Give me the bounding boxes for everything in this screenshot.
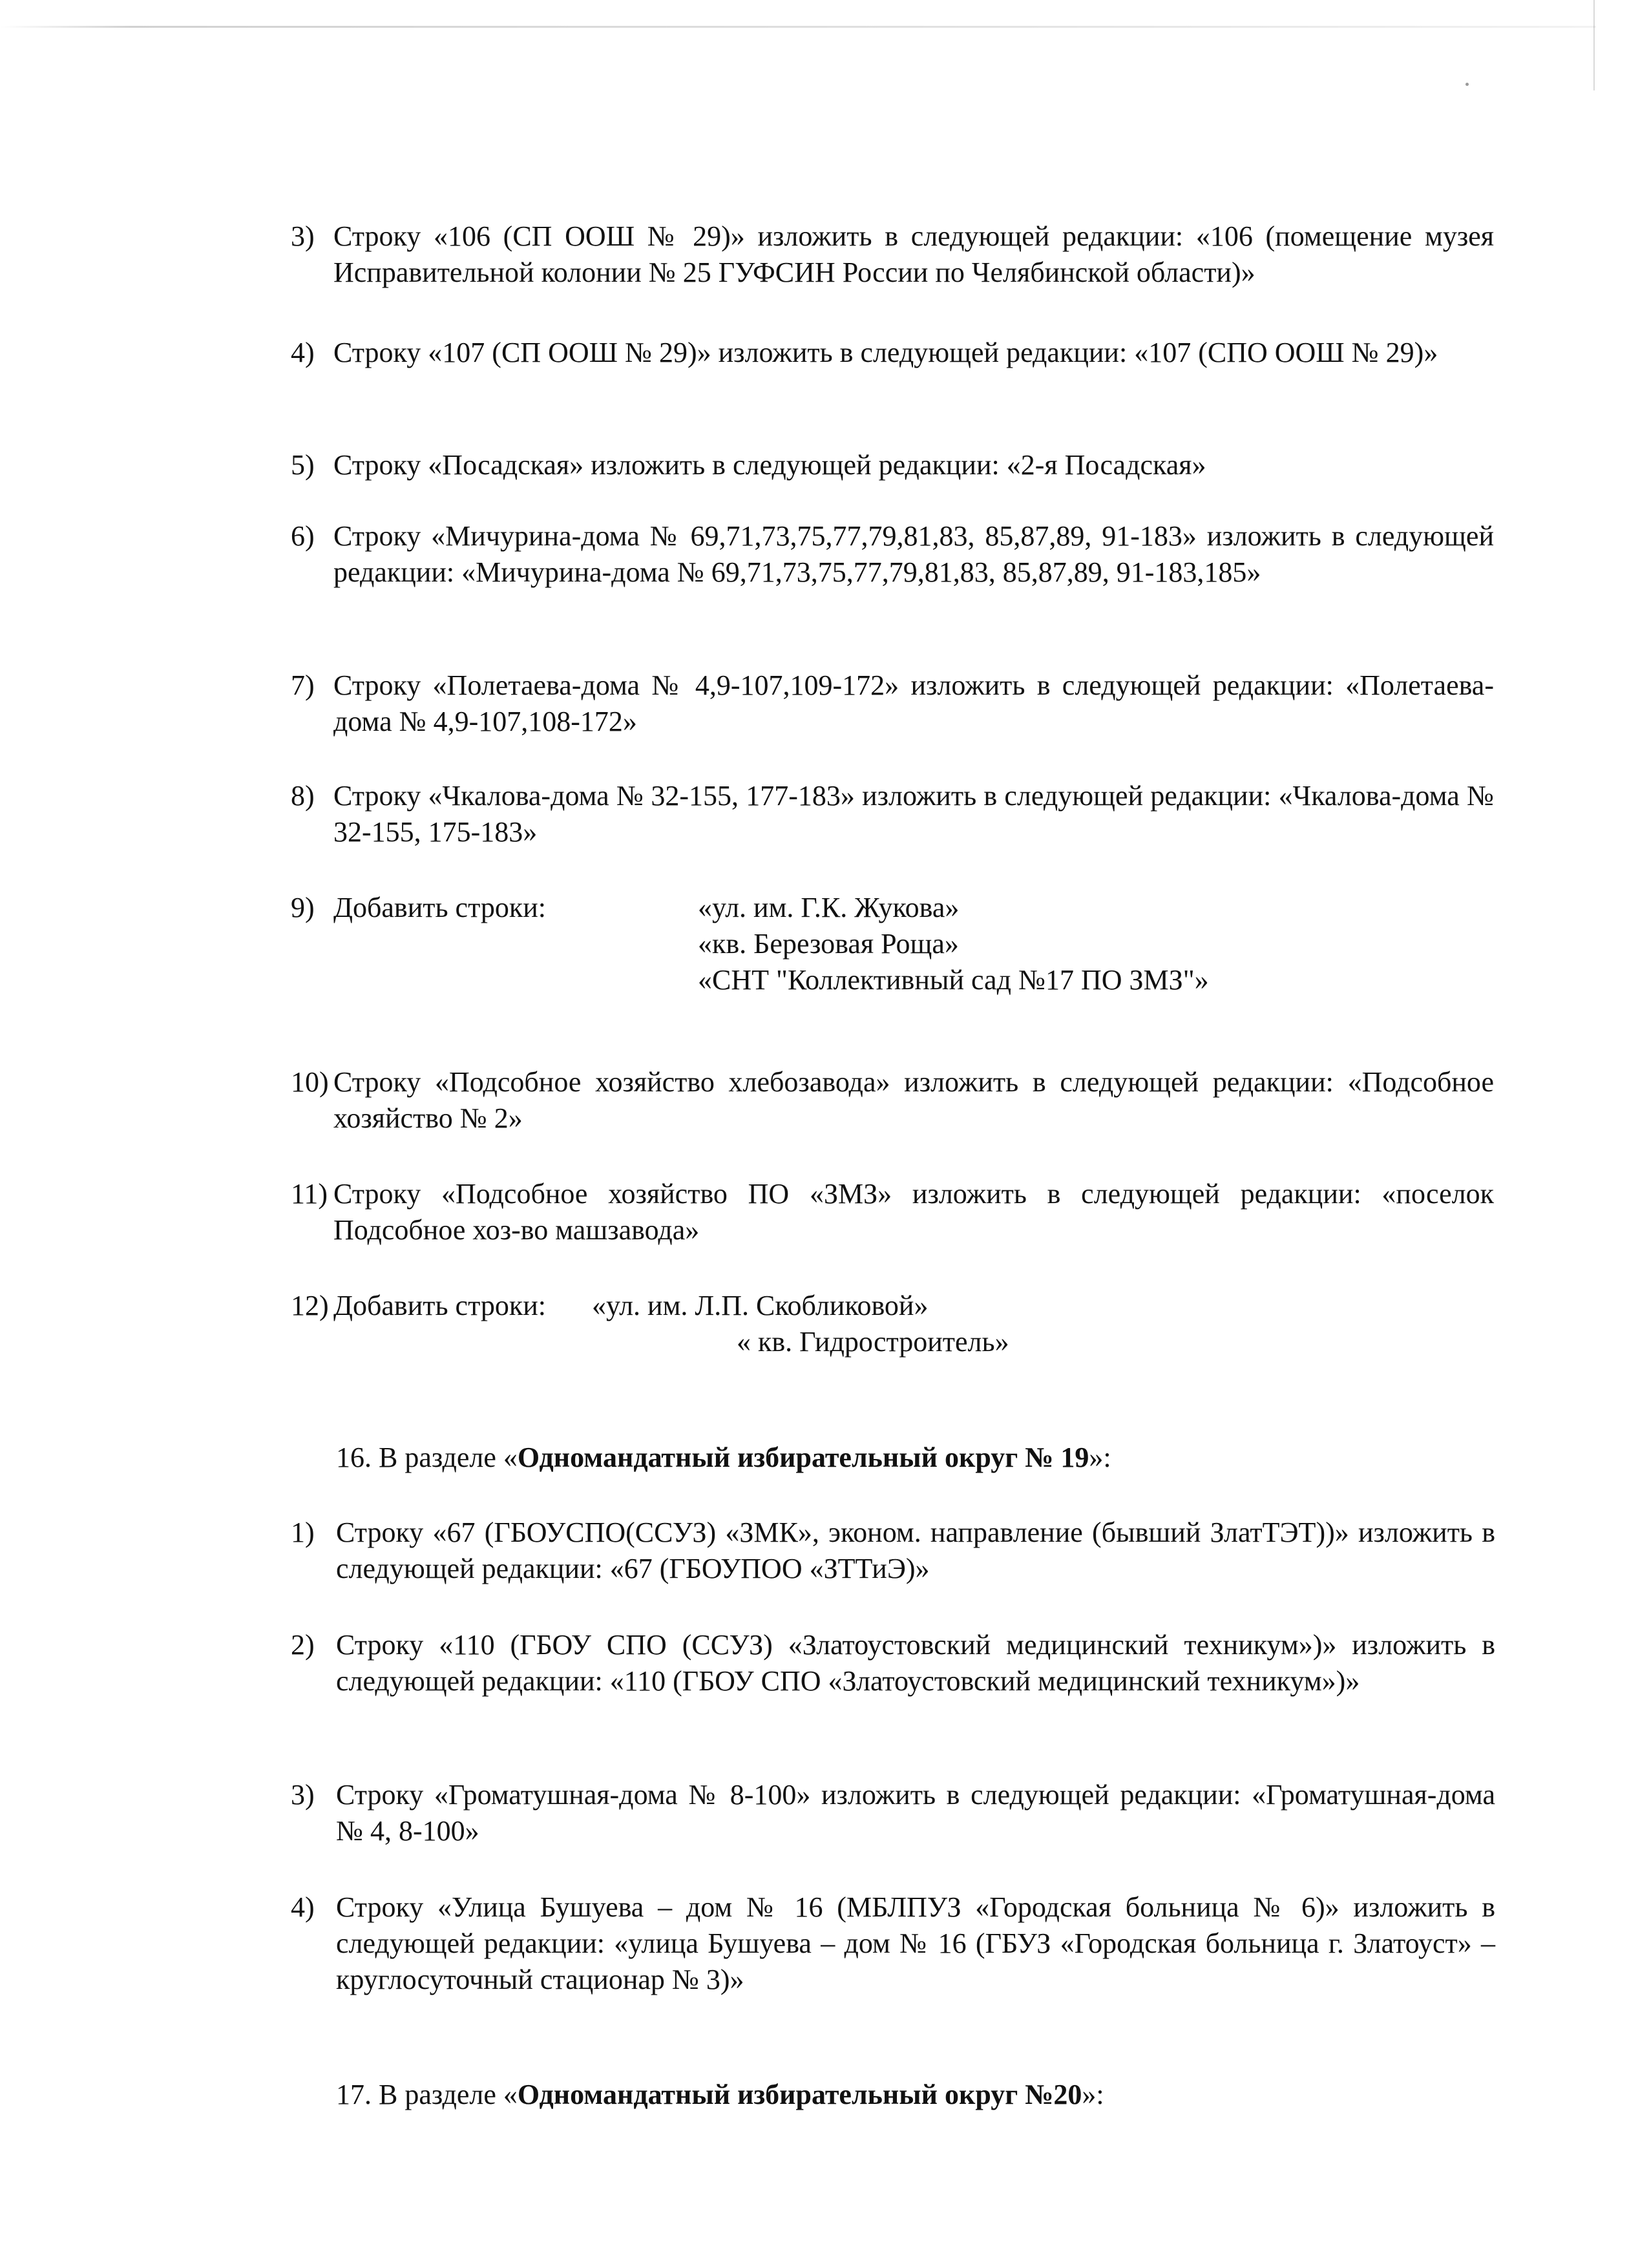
item-text: Строку «Подсобное хозяйство ПО «ЗМЗ» изложить в следующей редакции: «поселок Подсобное хоз-во машзавода» [333,1178,1494,1246]
item-number: 6) [291,520,315,552]
item-text: Строку «Громатушная-дома № 8-100» изложить в следующей редакции: «Громатушная-дома № 4, 8-100» [336,1779,1495,1847]
added-line: « кв. Гидростроитель» [737,1326,1009,1358]
item-text: Строку «Чкалова-дома № 32-155, 177-183» изложить в следующей редакции: «Чкалова-дома № 32-155, 175-183» [333,780,1494,848]
section-suffix: »: [1089,1442,1111,1473]
item-text: Строку «Подсобное хозяйство хлебозавода» изложить в следующей редакции: «Подсобное хозяйство № 2» [333,1066,1494,1134]
item-number: 11) [291,1178,328,1210]
item-number: 5) [291,449,315,481]
item-number: 4) [291,1891,315,1923]
item-number: 3) [291,1779,315,1811]
item-number: 8) [291,780,315,812]
item-text: Строку «106 (СП ООШ № 29)» изложить в следующей редакции: «106 (помещение музея Исправительной колонии № 25 ГУФСИН России по Челябинской области)» [333,220,1494,288]
item-text: Строку «67 (ГБОУСПО(ССУЗ) «ЗМК», эконом. направление (бывший ЗлатТЭТ))» изложить в следующей редакции: «67 (ГБОУПОО «ЗТТиЭ)» [336,1517,1495,1584]
item-number: 7) [291,669,315,701]
section-title: Одномандатный избирательный округ №20 [517,2079,1082,2110]
item-number: 3) [291,220,315,252]
item-label: Добавить строки: [333,892,546,923]
item-number: 9) [291,892,315,923]
item-number: 12) [291,1290,329,1321]
item-text: Строку «110 (ГБОУ СПО (ССУЗ) «Златоустовский медицинский техникум»)» изложить в следующей редакции: «110 (ГБОУ СПО «Златоустовский медицинский техникум»)» [336,1629,1495,1697]
section-prefix: 16. В разделе « [336,1442,518,1473]
item-text: Строку «Посадская» изложить в следующей редакции: «2-я Посадская» [333,449,1206,481]
added-line: «кв. Березовая Роща» [698,928,959,960]
item-label: Добавить строки: [333,1290,546,1321]
item-number: 10) [291,1066,329,1098]
added-line: «ул. им. Г.К. Жукова» [698,892,960,923]
section-prefix: 17. В разделе « [336,2079,518,2110]
added-line: «ул. им. Л.П. Скобликовой» [592,1290,929,1321]
item-text: Строку «107 (СП ООШ № 29)» изложить в следующей редакции: «107 (СПО ООШ № 29)» [333,337,1438,368]
item-text: Строку «Улица Бушуева – дом № 16 (МБЛПУЗ «Городская больница № 6)» изложить в следующей редакции: «улица Бушуева – дом № 16 (ГБУЗ «Городская больница г. Златоуст» – круглосуточный стационар № 3)» [336,1891,1495,1995]
added-line: «СНТ "Коллективный сад №17 ПО ЗМЗ"» [698,964,1209,996]
item-text: Строку «Мичурина-дома № 69,71,73,75,77,79,81,83, 85,87,89, 91-183» изложить в следующей редакции: «Мичурина-дома № 69,71,73,75,77,79,81,83, 85,87,89, 91-183,185» [333,520,1494,588]
section-suffix: »: [1082,2079,1104,2110]
section-title: Одномандатный избирательный округ № 19 [517,1442,1089,1473]
item-number: 2) [291,1629,315,1661]
item-number: 4) [291,337,315,368]
item-number: 1) [291,1517,315,1548]
item-text: Строку «Полетаева-дома № 4,9-107,109-172» изложить в следующей редакции: «Полетаева-дома № 4,9-107,108-172» [333,669,1494,737]
